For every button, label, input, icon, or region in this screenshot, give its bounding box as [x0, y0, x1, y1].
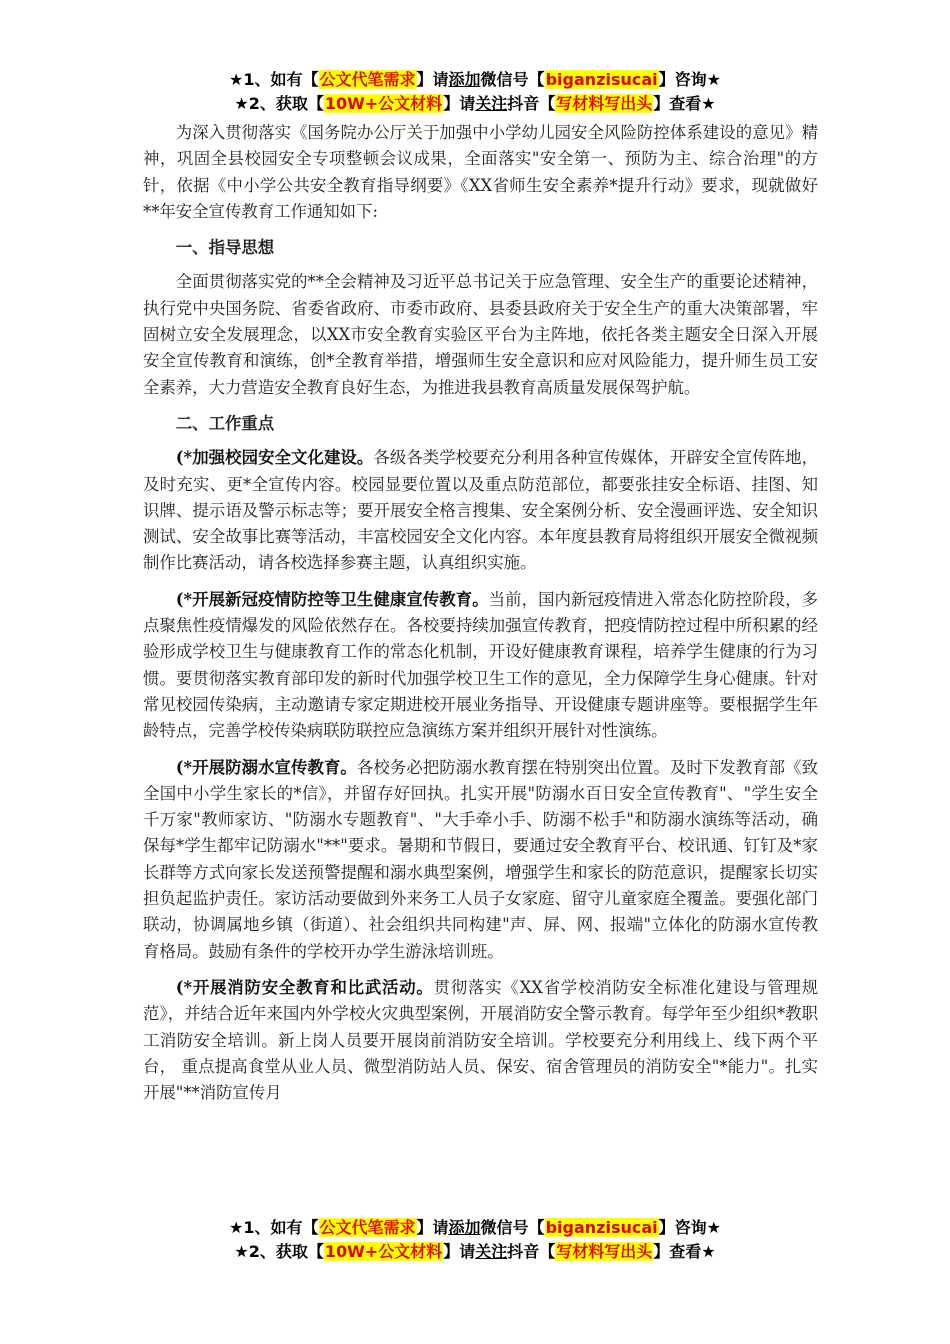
promo-text: 抖音【: [507, 94, 556, 113]
work-item-paragraph: [143, 975, 818, 1106]
document-body: [143, 120, 818, 1106]
douyin-id-highlight: 写材料写出头: [556, 94, 653, 113]
promo-text: 微信号【: [480, 1218, 545, 1237]
promo-text: ★2、获取【: [234, 94, 324, 113]
wechat-id-highlight: biganzisucai: [545, 1218, 658, 1237]
promo-line-1: [0, 68, 950, 92]
work-item-lead: (*开展防溺水宣传教育。: [175, 757, 357, 777]
promo-text: 】请: [443, 1242, 476, 1261]
promo-line-2: [0, 92, 950, 116]
promo-line-2: [0, 1240, 950, 1264]
promo-text: 】请: [416, 1218, 449, 1237]
work-item-text: 当前，国内新冠疫情进入常态化防控阶段，多点聚焦性疫情爆发的风险依然存在。各校要持续加强宣传教育，把疫情防控过程中所积累的经验形成学校卫生与健康教育工作的常态化机制，开设好健康教育课程，培养学生健康的行为习惯。要贯彻落实教育部印发的新时代加强学校卫生工作的意见，全力保障学生身心健康。针对常见校园传染病，主动邀请专家定期进校开展业务指导、开设健康专题讲座等。要根据学生年龄特点，完善学校传染病联防联控应急演练方案并组织开展针对性演练。: [143, 589, 818, 741]
promo-text: 抖音【: [507, 1242, 556, 1261]
promo-underline: 关注: [475, 1242, 508, 1261]
promo-text: ★2、获取【: [234, 1242, 324, 1261]
promo-highlight: 10W+公文材料: [324, 94, 443, 113]
promo-underline: 关注: [475, 94, 508, 113]
douyin-id-highlight: 写材料写出头: [556, 1242, 653, 1261]
promo-text: 】咨询★: [658, 1218, 721, 1237]
promo-text: 】请: [443, 94, 476, 113]
promo-text: ★1、如有【: [229, 1218, 319, 1237]
promo-text: ★1、如有【: [229, 70, 319, 89]
section-heading-guiding-thought: 一、指导思想: [175, 238, 275, 258]
work-item-lead: (*开展新冠疫情防控等卫生健康宣传教育。: [175, 589, 489, 609]
section-heading-work-focus: 二、工作重点: [175, 413, 275, 433]
intro-paragraph: 为深入贯彻落实《国务院办公厅关于加强中小学幼儿园安全风险防控体系建设的意见》精神，巩固全县校园安全专项整顿会议成果，全面落实"安全第一、预防为主、综合治理"的方针，依据《中小学公共安全教育指导纲要》《XX省师生安全素养*提升行动》要求，现就做好**年安全宣传教育工作通知如下:: [143, 123, 818, 221]
promo-underline: 添加: [448, 70, 481, 89]
promo-highlight: 10W+公文材料: [324, 1242, 443, 1261]
promo-text: 】请: [416, 70, 449, 89]
work-item-text: 各级各类学校要充分利用各种宣传媒体，开辟安全宣传阵地，及时充实、更*全宣传内容。校园显要位置以及重点防范部位，都要张挂安全标语、挂图、知识牌、提示语及警示标志等；要开展安全格言搜集、安全案例分析、安全漫画评选、安全知识测试、安全故事比赛等活动，丰富校园安全文化内容。本年度县教育局将组织开展安全微视频制作比赛活动，请各校选择参赛主题，认真组织实施。: [143, 448, 819, 573]
promo-highlight: 公文代笔需求: [319, 1218, 416, 1237]
work-item-paragraph: [143, 755, 818, 965]
promo-line-1: [0, 1216, 950, 1240]
work-item-paragraph: [143, 445, 818, 576]
promo-banner-top: [0, 68, 950, 116]
promo-text: 微信号【: [480, 70, 545, 89]
guiding-thought-paragraph: 全面贯彻落实党的**全会精神及习近平总书记关于应急管理、安全生产的重要论述精神，执行党中央国务院、省委省政府、市委市政府、县委县政府关于安全生产的重大决策部署，牢固树立安全发展理念，以XX市安全教育实验区平台为主阵地，依托各类主题安全日深入开展安全宣传教育和演练，创*全教育举措，增强师生安全意识和应对风险能力，提升师生员工安全素养，大力营造安全教育良好生态，为推进我县教育高质量发展保驾护航。: [143, 272, 818, 397]
work-item-lead: (*加强校园安全文化建设。: [175, 448, 374, 468]
work-item-text: 各校务必把防溺水教育摆在特别突出位置。及时下发教育部《致全国中小学生家长的*信》，并留存好回执。扎实开展"防溺水百日安全宣传教育"、"学生安全千万家"教师家访、"防溺水专题教育"、"大手牵小手、防溺不松手"和防溺水演练等活动，确保每*学生都牢记防溺水"**"要求。暑期和节假日，要通过安全教育平台、校讯通、钉钉及*家长群等方式向家长发送预警提醒和溺水典型案例，增强学生和家长的防范意识，提醒家长切实担负起监护责任。家访活动要做到外来务工人员子女家庭、留守儿童家庭全覆盖。要强化部门联动，协调属地乡镇（街道）、社会组织共同构建"声、屏、网、报端"立体化的防溺水宣传教育格局。鼓励有条件的学校开办学生游泳培训班。: [143, 757, 819, 961]
promo-underline: 添加: [448, 1218, 481, 1237]
work-item-lead: (*开展消防安全教育和比武活动。: [175, 977, 434, 997]
promo-text: 】咨询★: [658, 70, 721, 89]
wechat-id-highlight: biganzisucai: [545, 70, 658, 89]
work-item-paragraph: [143, 587, 818, 745]
work-item-text: 贯彻落实《XX省学校消防安全标准化建设与管理规范》，并结合近年来国内外学校火灾典型案例，开展消防安全警示教育。每学年至少组织*教职工消防安全培训。新上岗人员要开展岗前消防安全培训。学校要充分利用线上、线下两个平台， 重点提高食堂从业人员、微型消防站人员、保安、宿舍管理员的消防安全"*能力"。扎实开展"**消防宣传月: [143, 977, 818, 1103]
promo-text: 】查看★: [653, 94, 716, 113]
promo-text: 】查看★: [653, 1242, 716, 1261]
promo-highlight: 公文代笔需求: [319, 70, 416, 89]
promo-banner-bottom: [0, 1216, 950, 1264]
